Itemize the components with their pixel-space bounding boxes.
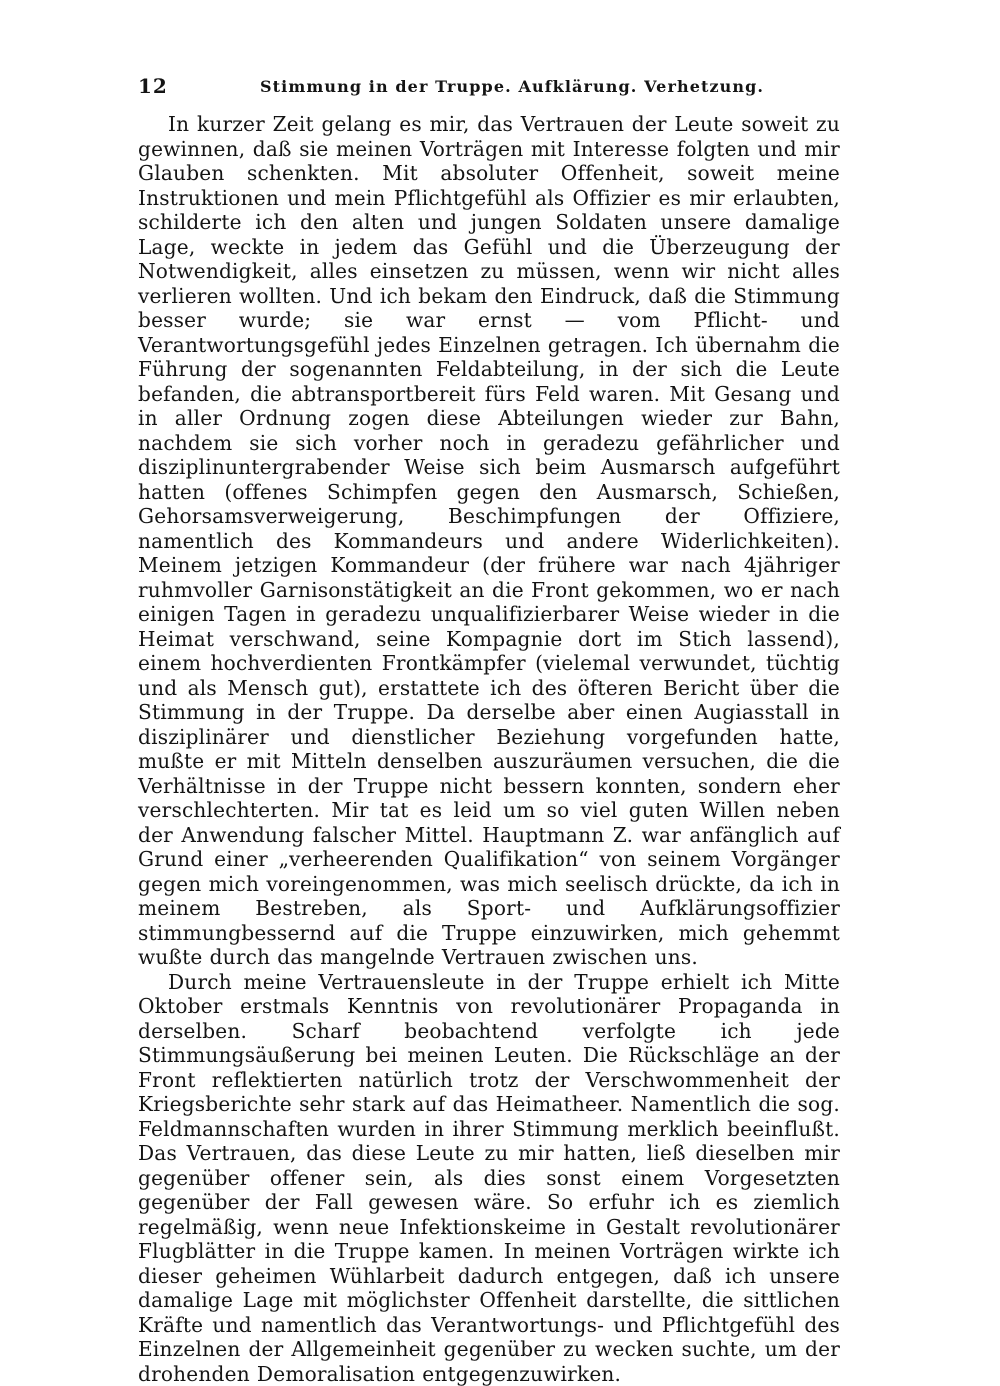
paragraph-1: In kurzer Zeit gelang es mir, das Vertrauen der Leute soweit zu gewinnen, daß sie meinen Vorträgen mit Interesse folgten und mir Glauben schenkten. Mit absoluter Offenheit, soweit meine Instruktionen und mein Pflichtgefühl als Offizier es mir erlaubten, schilderte ich den alten und jungen Soldaten unsere damalige Lage, weckte in jedem das Gefühl und die Überzeugung der Notwendigkeit, alles einsetzen zu müssen, wenn wir nicht alles verlieren wollten. Und ich bekam den Eindruck, daß die Stimmung besser wurde; sie war ernst — vom Pflicht- und Verantwortungsgefühl jedes Einzelnen getragen. Ich übernahm die Führung der sogenannten Feldabteilung, in der sich die Leute befanden, die abtransportbereit fürs Feld waren. Mit Gesang und in aller Ordnung zogen diese Abteilungen wieder zur Bahn, nachdem sie sich vorher noch in geradezu gefährlicher und disziplinuntergrabender Weise sich beim Ausmarsch aufgeführt hatten (offenes Schimpfen gegen den Ausmarsch, Schießen, Gehorsamsverweigerung, Beschimpfungen der Offiziere, namentlich des Kommandeurs und andere Widerlichkeiten). Meinem jetzigen Kommandeur (der frühere war nach 4jähriger ruhmvoller Garnisonstätigkeit an die Front gekommen, wo er nach einigen Tagen in geradezu unqualifizierbarer Weise wieder in die Heimat verschwand, seine Kompagnie dort im Stich lassend), einem hochverdienten Frontkämpfer (vielemal verwundet, tüchtig und als Mensch gut), erstattete ich des öfteren Bericht über die Stimmung in der Truppe. Da derselbe aber einen Augiasstall in disziplinärer und dienstlicher Beziehung vorgefunden hatte, mußte er mit Mitteln denselben auszuräumen versuchen, die die Verhältnisse in der Truppe nicht bessern konnten, sondern eher verschlechterten. Mir tat es leid um so viel guten Willen neben der Anwendung falscher Mittel. Hauptmann Z. war anfänglich auf Grund einer „verheerenden Qualifikation“ von seinem Vorgänger gegen mich voreingenommen, was mich seelisch drückte, da ich in meinem Bestreben, als Sport- und Aufklärungsoffizier stimmungbessernd auf die Truppe einzuwirken, mich gehemmt wußte durch das mangelnde Vertrauen zwischen uns. <box>138 112 840 970</box>
running-head <box>138 74 840 102</box>
page-number: 12 <box>138 74 168 98</box>
running-title: Stimmung in der Truppe. Aufklärung. Verhetzung. <box>260 77 764 96</box>
body-text <box>138 112 840 1386</box>
paragraph-2: Durch meine Vertrauensleute in der Truppe erhielt ich Mitte Oktober erstmals Kenntnis von revolutionärer Propaganda in derselben. Scharf beobachtend verfolgte ich jede Stimmungsäußerung bei meinen Leuten. Die Rückschläge an der Front reflektierten natürlich trotz der Verschwommenheit der Kriegsberichte sehr stark auf das Heimatheer. Namentlich die sog. Feldmannschaften wurden in ihrer Stimmung merklich beeinflußt. Das Vertrauen, das diese Leute zu mir hatten, ließ dieselben mir gegenüber offener sein, als dies sonst einem Vorgesetzten gegenüber der Fall gewesen wäre. So erfuhr ich es ziemlich regelmäßig, wenn neue Infektionskeime in Gestalt revolutionärer Flugblätter in die Truppe kamen. In meinen Vorträgen wirkte ich dieser geheimen Wühlarbeit dadurch entgegen, daß ich unsere damalige Lage mit möglichster Offenheit darstellte, die sittlichen Kräfte und namentlich das Verantwortungs- und Pflichtgefühl des Einzelnen der Allgemeinheit gegenüber zu wecken suchte, um der drohenden Demoralisation entgegenzuwirken. <box>138 970 840 1386</box>
